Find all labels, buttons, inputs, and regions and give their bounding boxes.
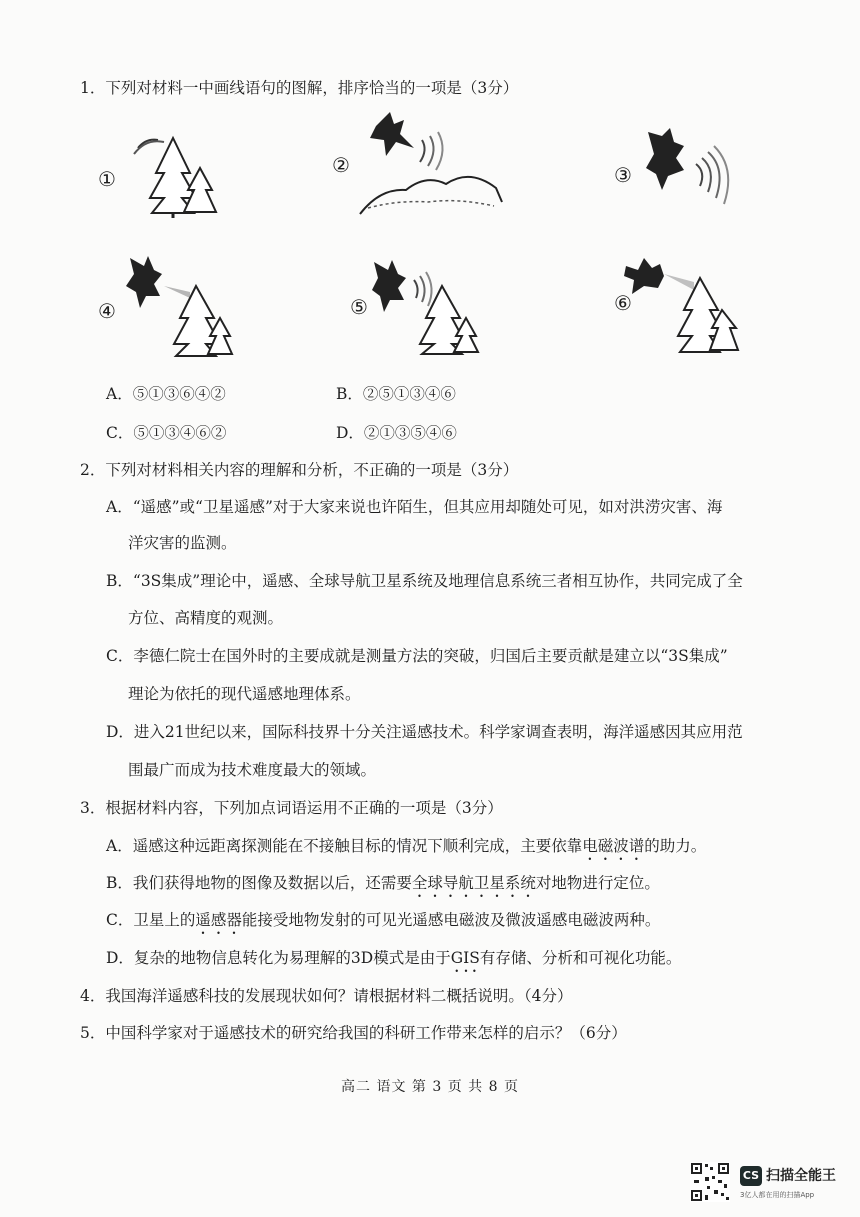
q3-option-a bbox=[106, 836, 706, 864]
fig6-number: ⑥ bbox=[614, 291, 632, 315]
q3-c-text-end: 能接受地物发射的可见光遥感电磁波及微波遥感电磁波两种。 bbox=[241, 911, 661, 929]
q2-option-b-line2: 方位、高精度的观测。 bbox=[128, 609, 284, 627]
bat-signal-icon bbox=[644, 124, 736, 210]
q2-option-c-line2: 理论为依托的现代遥感地理体系。 bbox=[128, 685, 361, 703]
q3-option-c bbox=[106, 910, 660, 938]
fig1-number: ① bbox=[98, 167, 116, 191]
q2-option-d-line1: D．进入21世纪以来，国际科技界十分关注遥感技术。科学家调查表明，海洋遥感因其应用范 bbox=[106, 723, 743, 741]
q3-stem: 3．根据材料内容，下列加点词语运用不正确的一项是（3分） bbox=[80, 799, 503, 817]
q1-stem: 1．下列对材料一中画线语句的图解，排序恰当的一项是（3分） bbox=[80, 79, 519, 97]
q1-option-c: C．⑤①③④⑥② bbox=[106, 424, 227, 442]
q3-b-text: B．我们获得地物的图像及数据以后，还需要 bbox=[106, 874, 412, 892]
q4-stem: 4．我国海洋遥感科技的发展现状如何？请根据材料二概括说明。（4分） bbox=[80, 987, 573, 1005]
q2-option-d-line2: 围最广而成为技术难度最大的领域。 bbox=[128, 761, 377, 779]
q3-a-dotted-term: 电磁波谱 bbox=[582, 837, 645, 855]
q3-b-text-end: 对地物进行定位。 bbox=[535, 874, 660, 892]
q2-stem: 2．下列对材料相关内容的理解和分析，不正确的一项是（3分） bbox=[80, 461, 519, 479]
q3-option-d bbox=[106, 948, 681, 976]
q3-c-text: C．卫星上的 bbox=[106, 911, 196, 929]
q2-option-c-line1: C．李德仁院士在国外时的主要成就是测量方法的突破，归国后主要贡献是建立以“3S集成” bbox=[106, 647, 728, 665]
fig2-number: ② bbox=[332, 153, 350, 177]
scanner-app-name: 扫描全能王 bbox=[766, 1168, 836, 1184]
q2-option-a-line2: 洋灾害的监测。 bbox=[128, 534, 237, 552]
q1-option-b: B．②⑤①③④⑥ bbox=[336, 385, 456, 403]
bat-echo-trees-icon bbox=[370, 256, 480, 356]
bat-to-trees-icon bbox=[124, 252, 234, 360]
q3-b-dotted-term: 全球导航卫星系统 bbox=[411, 874, 536, 892]
q3-d-text-end: 有存储、分析和可视化功能。 bbox=[479, 949, 682, 967]
fig4-number: ④ bbox=[98, 299, 116, 323]
q1-option-a: A．⑤①③⑥④② bbox=[106, 385, 226, 403]
q3-a-text-end: 的助力。 bbox=[644, 837, 707, 855]
q2-option-a-line1: A．“遥感”或“卫星遥感”对于大家来说也许陌生，但其应用却随处可见，如对洪涝灾害、海 bbox=[106, 498, 723, 516]
q3-a-text: A．遥感这种远距离探测能在不接触目标的情况下顺利完成，主要依靠 bbox=[106, 837, 583, 855]
fig5-number: ⑤ bbox=[350, 295, 368, 319]
qr-code-icon bbox=[690, 1162, 730, 1202]
q2-option-b-line1: B．“3S集成”理论中，遥感、全球导航卫星系统及地理信息系统三者相互协作，共同完成了全 bbox=[106, 572, 743, 590]
scanner-app-tagline: 3亿人都在用的扫描App bbox=[740, 1191, 815, 1199]
q1-option-d: D．②①③⑤④⑥ bbox=[336, 424, 457, 442]
q3-d-dotted-term: GIS bbox=[450, 949, 480, 967]
q5-stem: 5．中国科学家对于遥感技术的研究给我国的科研工作带来怎样的启示？（6分） bbox=[80, 1024, 627, 1042]
bat-beam-trees-icon bbox=[624, 252, 744, 356]
page-footer: 高二 语文 第 3 页 共 8 页 bbox=[341, 1079, 519, 1095]
q3-d-text: D．复杂的地物信息转化为易理解的3D模式是由于 bbox=[106, 949, 451, 967]
bat-over-hills-icon bbox=[356, 108, 504, 220]
q3-c-dotted-term: 遥感器 bbox=[195, 911, 242, 929]
fig3-number: ③ bbox=[614, 163, 632, 187]
cs-logo: CS bbox=[740, 1166, 762, 1186]
trees-signal-icon bbox=[128, 128, 223, 220]
q3-option-b bbox=[106, 873, 660, 901]
